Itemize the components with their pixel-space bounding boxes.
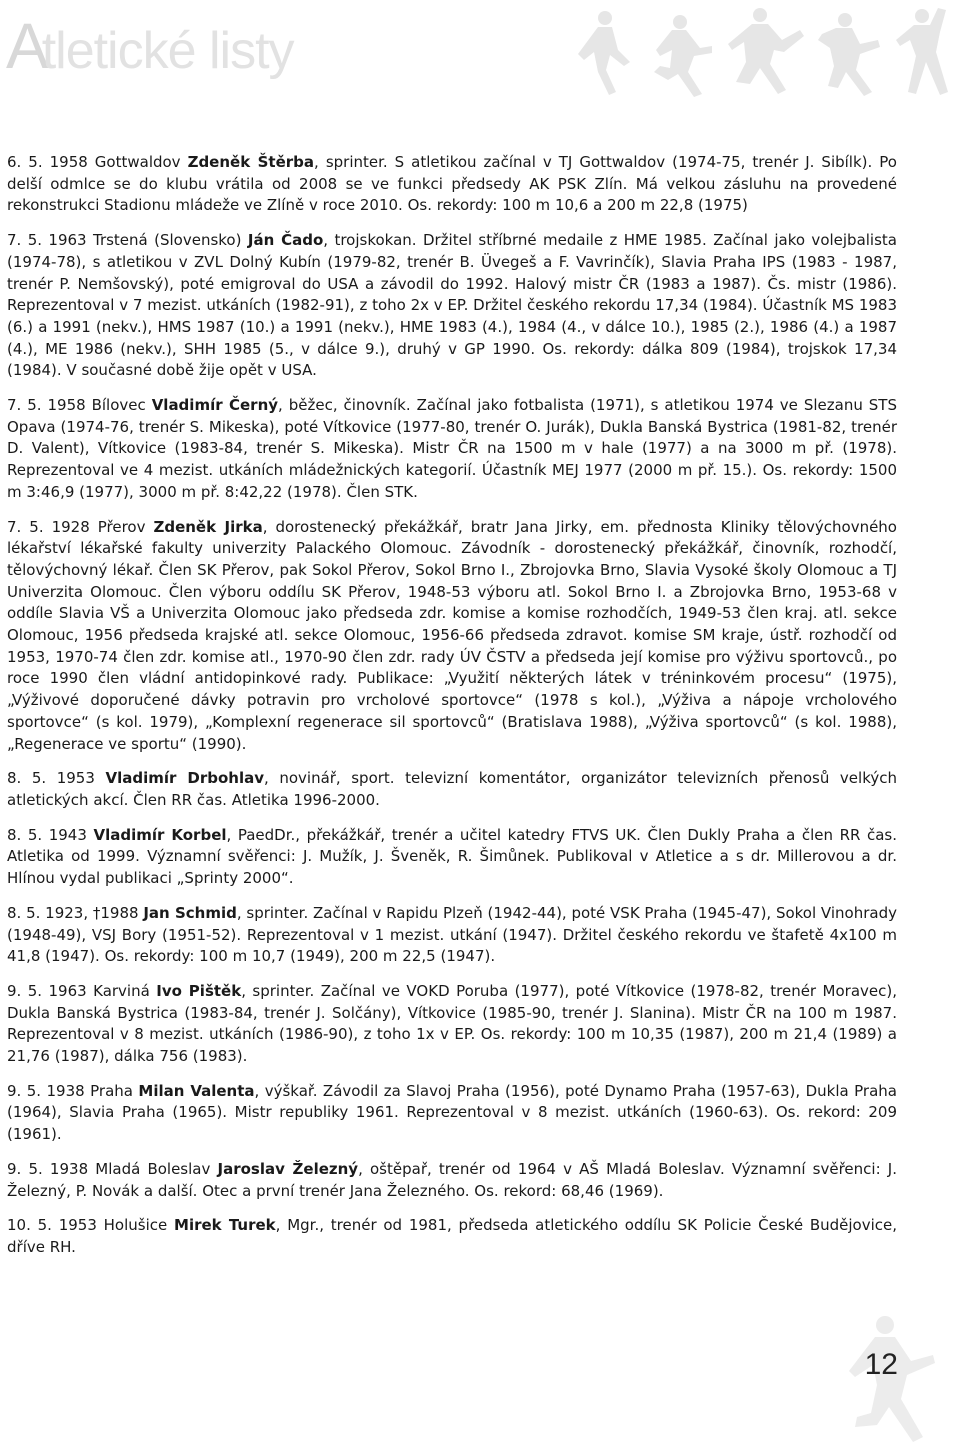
biography-entry — [7, 230, 897, 382]
entry-date: 7. 5. 1958 Bílovec — [7, 396, 146, 415]
entry-name: Mirek Turek — [174, 1216, 276, 1235]
biography-entry — [7, 152, 897, 217]
entry-date: 9. 5. 1963 Karviná — [7, 981, 150, 1000]
entry-date: 8. 5. 1953 — [7, 769, 95, 788]
biography-entry — [7, 768, 897, 811]
title-initial: A — [6, 10, 48, 82]
entry-name: Zdeněk Jirka — [153, 517, 263, 536]
entry-name: Zdeněk Štěrba — [187, 153, 315, 171]
athletes-silhouette-graphic — [560, 0, 960, 100]
entry-date: 9. 5. 1938 Mladá Boleslav — [7, 1159, 211, 1178]
entry-text: , sprinter. Začínal v Rapidu Plzeň (1942-44), poté VSK Praha (1945-47), Sokol Vinohrady (1948-49), VSJ Bory (1951-52). Reprezentoval v 1 mezist. utkání (1947). Držitel českého rekordu ve štafetě 4x100 m 41,8 (1947). Os. rekordy: 100 m 10,7 (1949), 200 m 22,5 (1947). — [7, 903, 897, 966]
publication-title — [6, 10, 294, 82]
biography-entry — [7, 1081, 897, 1146]
biography-entry — [7, 1215, 897, 1258]
entry-date: 6. 5. 1958 Gottwaldov — [7, 153, 181, 171]
entry-text: , Mgr., trenér od 1981, předseda atletického oddílu SK Policie České Budějovice, dříve RH. — [7, 1216, 898, 1256]
title-rest: tletické listy — [41, 22, 294, 80]
entry-name: Ján Čado — [247, 231, 324, 250]
entry-text: , výškař. Závodil za Slavoj Praha (1956), poté Dynamo Praha (1957-63), Dukla Praha (1964), Slavia Praha (1965). Mistr republiky 1961. Reprezentoval v 8 mezist. utkáních (1960-63). Os. rekord: 209 (1961). — [7, 1081, 897, 1144]
entry-text: , sprinter. Začínal ve VOKD Poruba (1977), poté Vítkovice (1978-82, trenér Moravec), Dukla Banská Bystrica (1983-84, trenér J. Solčány), Vítkovice (1985-90, trenér J. Slanina). Mistr ČR na 100 m 1987. Reprezentoval v 8 mezist. utkáních (1986-90), z toho 1x v EP. Os. rekordy: 100 m 10,35 (1987), 200 m 21,4 (1989) a 21,76 (1987), dálka 756 (1983). — [7, 981, 897, 1066]
entry-name: Vladimír Drbohlav — [105, 769, 265, 788]
biography-entry — [7, 1159, 897, 1202]
entry-date: 10. 5. 1953 Holušice — [7, 1216, 168, 1235]
entry-name: Jan Schmid — [143, 903, 237, 922]
page-header — [0, 0, 960, 100]
entry-name: Ivo Pištěk — [156, 981, 242, 1000]
entry-date: 8. 5. 1923, †1988 — [7, 903, 139, 922]
entry-text: , dorostenecký překážkář, bratr Jana Jirky, em. přednosta Kliniky tělovýchovného lékařství lékařské fakulty univerzity Palackého Olomouc. Závodník - dorostenecký překážkář, činovník, rozhodčí, tělovýchovný lékař. Člen SK Přerov, pak Sokol Přerov, Sokol Brno I., Zbrojovka Brno, Slavia Vysoké školy Olomouc a TJ Univerzita Olomouc. Člen výboru oddílu SK Přerov, 1948-53 výboru atl. Sokol Brno I. a Zbrojovka Brno, 1953-68 v oddíle Slavia VŠ a Univerzita Olomouc jako předseda zdr. komise a komise rozhodčích, 1949-53 člen kraj. atl. sekce Olomouc, 1956 předseda krajské atl. sekce Olomouc, 1956-66 předseda zdravot. komise SM kraje, ústř. rozhodčí od 1953, 1970-74 člen zdr. komise atl., 1970-90 člen zdr. rady ÚV ČSTV a předseda její komise pro výživu sportovců., po roce 1990 člen vládní antidopinkové rady. Publikace: „Využití některých látek v tréninkovém procesu“ (1975), „Výživové doporučené dávky potravin pro vrcholové sportovce“ (1978 s kol.), „Výživa a nápoje vrcholového sportovce“ (s kol. 1979), „Komplexní regenerace sil sportovců“ (Bratislava 1988), „Výživa sportovců“ (s kol. 1988), „Regenerace ve sportu“ (1990). — [7, 517, 897, 753]
entry-name: Vladimír Černý — [151, 396, 279, 415]
entry-name: Vladimír Korbel — [93, 825, 227, 844]
entry-date: 9. 5. 1938 Praha — [7, 1081, 133, 1100]
entry-text: , trojskokan. Držitel stříbrné medaile z HME 1985. Začínal jako volejbalista (1974-78), s atletikou v ZVL Dolný Kubín (1979-82, trenér B. Üvegeš a F. Vavrinčík), Slavia Praha IPS (1983 - 1987, trenér P. Nemšovský), poté emigroval do USA a závodil do 1992. Halový mistr ČR (1983 a 1987). Čs. mistr (1986). Reprezentoval v 7 mezist. utkáních (1982-91), z toho 2x v EP. Držitel českého rekordu 17,34 (1984). Účastník MS 1983 (6.) a 1991 (nekv.), HMS 1987 (10.) a 1991 (nekv.), HME 1983 (4.), 1984 (4., v dálce 10.), 1985 (2.), 1986 (4.) a 1987 (4.), ME 1986 (nekv.), SHH 1985 (5., v dálce 9.), druhý v GP 1990. Os. rekordy: dálka 809 (1984), trojskok 17,34 (1984). V současné době žije opět v USA. — [7, 231, 897, 380]
entry-text: , běžec, činovník. Začínal jako fotbalista (1971), s atletikou 1974 ve Slezanu STS Opava (1974-76, trenér S. Mikeska), poté Vítkovice (1977-80, trenér O. Jurák), Dukla Banská Bystrica (1981-82, trenér D. Valent), Vítkovice (1983-84, trenér S. Mikeska). Mistr ČR na 1500 m v hale (1977) a na 3000 m př. (1978). Reprezentoval ve 4 mezist. utkáních mládežnických kategorií. Účastník MEJ 1977 (2000 m př. 15.). Os. rekordy: 1500 m 3:46,9 (1977), 3000 m př. 8:42,22 (1978). Člen STK. — [7, 396, 897, 501]
entry-text: , oštěpař, trenér od 1964 v AŠ Mladá Boleslav. Významní svěřenci: J. Železný, P. Novák a další. Otec a první trenér Jana Železného. Os. rekord: 68,46 (1969). — [7, 1159, 897, 1200]
entry-name: Jaroslav Železný — [217, 1159, 359, 1178]
biography-entry — [7, 825, 897, 890]
biography-entry — [7, 517, 897, 756]
entry-name: Milan Valenta — [138, 1081, 255, 1100]
entry-text: , sprinter. S atletikou začínal v TJ Gottwaldov (1974-75, trenér J. Sibílk). Po delší odmlce se do klubu vrátila od 2008 se ve funkci předsedy AK PSK Zlín. Má velkou zásluhu na provedené rekonstrukci Stadionu mládeže ve Zlíně v roce 2010. Os. rekordy: 100 m 10,6 a 200 m 22,8 (1975) — [7, 153, 897, 215]
biography-entry — [7, 395, 897, 504]
article-body — [7, 152, 897, 1272]
entry-date: 8. 5. 1943 — [7, 825, 87, 844]
page-number: 12 — [864, 1348, 898, 1381]
biography-entry — [7, 903, 897, 968]
entry-text: , PaedDr., překážkář, trenér a učitel katedry FTVS UK. Člen Dukly Praha a člen RR čas. Atletika od 1999. Významní svěřenci: J. Mužík, J. Šveněk, R. Šimůnek. Publikoval v Atletice a s dr. Millerovou a dr. Hlínou vydal publikaci „Sprinty 2000“. — [7, 825, 897, 888]
entry-text: , novinář, sport. televizní komentátor, organizátor televizních přenosů velkých atletických akcí. Člen RR čas. Atletika 1996-2000. — [7, 769, 897, 809]
entry-date: 7. 5. 1928 Přerov — [7, 517, 146, 536]
biography-entry — [7, 981, 897, 1068]
entry-date: 7. 5. 1963 Trstená (Slovensko) — [7, 231, 242, 250]
